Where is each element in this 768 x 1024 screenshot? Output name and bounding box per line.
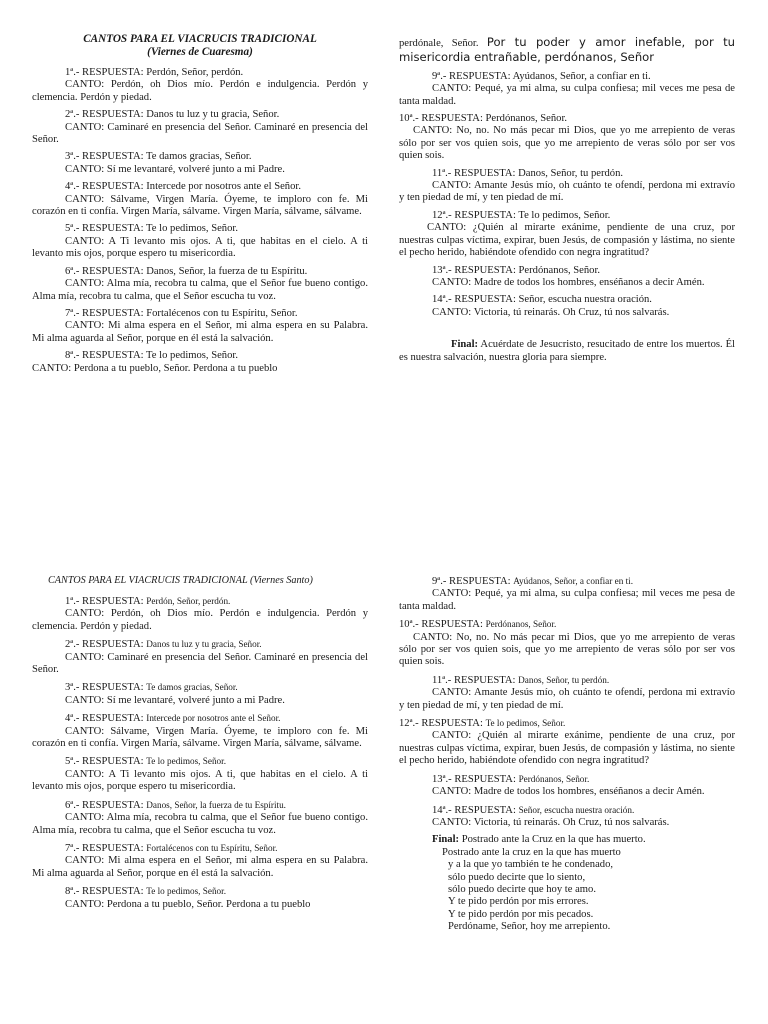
final-label: Final: xyxy=(451,339,479,351)
page1-item-4 xyxy=(32,181,368,218)
canto-text: CANTO: Alma mía, recobra tu calma, que el Señor fue bueno contigo. Alma mía, recobra tu calma, que el Señor escucha tu voz. xyxy=(32,812,368,836)
canto-text: CANTO: No, no. No más pecar mi Dios, que yo me arrepiento de veras sólo por ser vos quien sois, que yo me arrepiento de veras sólo por ser vos quien sois. xyxy=(399,631,735,668)
response-line xyxy=(399,717,735,730)
response-line xyxy=(32,595,368,608)
response-text: Danos, Señor, tu perdón. xyxy=(518,674,610,685)
final-line: Postrado ante la cruz en la que has muerto xyxy=(442,846,621,858)
response-label: 4ª.- RESPUESTA: xyxy=(65,713,144,725)
response-label: 2ª.- RESPUESTA: xyxy=(65,639,144,651)
page1-item-7 xyxy=(32,308,368,345)
final-line: Y te pido perdón por mis errores. xyxy=(448,896,589,908)
response-line xyxy=(32,755,368,768)
final-line: sólo puedo decirte que hoy te amo. xyxy=(448,883,596,895)
canto-text: CANTO: No, no. No más pecar mi Dios, que yo me arrepiento de veras sólo por ser vos quien sois, que yo me arrepiento de veras sólo por ser vos quien sois. xyxy=(399,125,735,162)
final-line: sólo puedo decirte que lo siento, xyxy=(448,871,586,883)
final-line: Perdóname, Señor, hoy me arrepiento. xyxy=(448,921,611,933)
response-label: 10ª.- RESPUESTA: xyxy=(399,619,483,631)
response-label: 1ª.- RESPUESTA: xyxy=(65,596,144,607)
response-line: 6ª.- RESPUESTA: Danos, Señor, la fuerza de tu Espíritu. xyxy=(65,265,308,277)
response-line xyxy=(399,575,735,588)
response-label: 14ª.- RESPUESTA: xyxy=(432,804,516,816)
response-label: 11ª.- RESPUESTA: xyxy=(432,674,516,686)
canto-text: CANTO: ¿Quién al mirarte exánime, pendiente de una cruz, por nuestras culpas víctima, expirar, buen Jesús, de compasión y lástima, no siente el pecho herido, habiéndote ofendido con negra ingratitud? xyxy=(399,730,735,767)
page1-item-3 xyxy=(32,151,368,176)
canto-text: CANTO: Sálvame, Virgen María. Óyeme, te imploro con fe. Mi corazón en ti confía. Virgen María, sálvame. Virgen María, sálvame, sálvame. xyxy=(32,193,368,218)
final-text: Acuérdate de Jesucristo, resucitado de entre los muertos. Él es nuestra salvación, nuestra gloria para siempre. xyxy=(399,339,735,363)
response-label: 7ª.- RESPUESTA: xyxy=(65,842,144,854)
canto-text: CANTO: A Ti levanto mis ojos. A ti, que habitas en el cielo. A ti levanto mis ojos, porque espero tu misericordia. xyxy=(32,768,368,793)
response-text: Danos, Señor, la fuerza de tu Espíritu. xyxy=(146,799,286,810)
page1-item-11 xyxy=(399,168,735,205)
response-line: 2ª.- RESPUESTA: Danos tu luz y tu gracia, Señor. xyxy=(65,109,280,121)
final-line: y a la que yo también te he condenado, xyxy=(448,859,614,871)
page1-item-1 xyxy=(32,67,368,104)
page1-item-14 xyxy=(399,294,735,319)
page1-item-9 xyxy=(399,71,735,108)
response-line xyxy=(32,681,368,694)
response-text: Te lo pedimos, Señor. xyxy=(146,886,227,897)
canto-text: CANTO: ¿Quién al mirarte exánime, pendiente de una cruz, por nuestras culpas víctima, expirar, buen Jesús, de compasión y lástima, no siente el pecho herido, habiéndote ofendido con negra ingratitud? xyxy=(399,222,735,259)
canto-text: CANTO: Pequé, ya mi alma, su culpa confiesa; mil veces me pesa de tanta maldad. xyxy=(399,83,735,107)
response-line xyxy=(399,773,735,786)
page1-item-6 xyxy=(32,266,368,303)
page1-right-column xyxy=(399,35,735,364)
response-text: Te damos gracias, Señor. xyxy=(146,682,238,693)
response-line xyxy=(32,638,368,651)
canto-text: CANTO: Amante Jesús mío, oh cuánto te ofendí, perdona mi extravío y ten piedad de mí, y ten piedad de mí. xyxy=(399,180,735,204)
response-line: 11ª.- RESPUESTA: Danos, Señor, tu perdón. xyxy=(432,167,624,179)
response-line: 12ª.- RESPUESTA: Te lo pedimos, Señor. xyxy=(432,209,611,221)
page2-item-11 xyxy=(399,674,735,712)
response-text: Perdón, Señor, perdón. xyxy=(146,596,231,606)
page2-item-5 xyxy=(32,755,368,793)
page1-item-8 xyxy=(32,350,368,375)
response-text: Perdónanos, Señor. xyxy=(518,773,590,784)
canto-text: CANTO: Perdón, oh Dios mío. Perdón e indulgencia. Perdón y clemencia. Perdón y piedad. xyxy=(32,79,368,103)
response-line: 14ª.- RESPUESTA: Señor, escucha nuestra oración. xyxy=(432,294,652,306)
continuation-refrain: Por tu poder y amor inefable, por tu misericordia entrañable, perdónanos, Señor xyxy=(399,35,736,65)
page1-item-12 xyxy=(399,210,735,260)
canto-text: CANTO: Pequé, ya mi alma, su culpa confiesa; mil veces me pesa de tanta maldad. xyxy=(399,588,735,612)
canto-text: CANTO: Caminaré en presencia del Señor. Caminaré en presencia del Señor. xyxy=(32,121,368,146)
canto-text: CANTO: Sí me levantaré, volveré junto a mi Padre. xyxy=(65,694,285,706)
page2-final xyxy=(399,834,735,933)
page1-item-10 xyxy=(399,113,735,163)
response-line xyxy=(32,885,368,898)
response-text: Ayúdanos, Señor, a confiar en ti. xyxy=(513,576,633,586)
response-line: 9ª.- RESPUESTA: Ayúdanos, Señor, a confiar en ti. xyxy=(432,70,651,82)
canto-text: CANTO: Mi alma espera en el Señor, mi alma espera en su Palabra. Mi alma aguarda al Señor, porque en él está la salvación. xyxy=(32,320,368,344)
response-text: Te lo pedimos, Señor. xyxy=(485,718,566,729)
response-text: Señor, escucha nuestra oración. xyxy=(518,804,635,815)
response-line: 13ª.- RESPUESTA: Perdónanos, Señor. xyxy=(432,264,601,276)
response-label: 3ª.- RESPUESTA: xyxy=(65,682,144,694)
canto-text: CANTO: Alma mía, recobra tu calma, que el Señor fue bueno contigo. Alma mía, recobra tu calma, que el Señor escucha tu voz. xyxy=(32,278,368,302)
canto-text: CANTO: Amante Jesús mío, oh cuánto te ofendí, perdona mi extravío y ten piedad de mí, y ten piedad de mí. xyxy=(399,687,735,711)
page1-item-5 xyxy=(32,223,368,260)
page1-subtitle: (Viernes de Cuaresma) xyxy=(147,46,253,58)
response-label: 8ª.- RESPUESTA: xyxy=(65,886,144,898)
response-line: 10ª.- RESPUESTA: Perdónanos, Señor. xyxy=(399,113,568,125)
page2-item-7 xyxy=(32,842,368,880)
response-line xyxy=(32,712,368,725)
response-text: Intercede por nosotros ante el Señor. xyxy=(146,713,281,724)
canto-text: CANTO: Madre de todos los hombres, enséñanos a decir Amén. xyxy=(432,276,705,288)
canto-text: CANTO: Perdona a tu pueblo, Señor. Perdona a tu pueblo xyxy=(65,898,311,910)
page1-final xyxy=(399,339,735,364)
canto-text: CANTO: Mi alma espera en el Señor, mi alma espera en su Palabra. Mi alma aguarda al Señor, porque en él está la salvación. xyxy=(32,855,368,879)
response-line: 7ª.- RESPUESTA: Fortalécenos con tu Espíritu, Señor. xyxy=(65,307,298,319)
response-text: Fortalécenos con tu Espíritu, Señor. xyxy=(146,842,278,853)
canto-text: CANTO: Victoria, tú reinarás. Oh Cruz, tú nos salvarás. xyxy=(432,306,670,318)
response-line xyxy=(399,804,735,817)
page2-item-3 xyxy=(32,681,368,707)
response-line xyxy=(32,799,368,812)
response-text: Te lo pedimos, Señor. xyxy=(146,756,227,767)
page1-title: CANTOS PARA EL VIACRUCIS TRADICIONAL xyxy=(83,33,317,45)
page2-item-13 xyxy=(399,773,735,799)
page2-item-10 xyxy=(399,618,735,669)
page1-item-2 xyxy=(32,109,368,146)
page2-left-column xyxy=(32,575,368,916)
continuation-text: perdónale, Señor. xyxy=(399,38,479,49)
page2-item-1 xyxy=(32,595,368,633)
page2-item-14 xyxy=(399,804,735,830)
canto-text: CANTO: Caminaré en presencia del Señor. Caminaré en presencia del Señor. xyxy=(32,651,368,676)
page2-right-column xyxy=(399,575,735,934)
canto-text: CANTO: Sálvame, Virgen María. Óyeme, te imploro con fe. Mi corazón en ti confía. Virgen María, sálvame. Virgen María, sálvame, sálvame. xyxy=(32,725,368,750)
response-line xyxy=(32,842,368,855)
response-line xyxy=(399,674,735,687)
page1-left-column xyxy=(32,33,368,380)
canto-text: CANTO: Perdón, oh Dios mío. Perdón e indulgencia. Perdón y clemencia. Perdón y piedad. xyxy=(32,608,368,632)
canto-text: CANTO: Perdona a tu pueblo, Señor. Perdona a tu pueblo xyxy=(32,362,278,374)
response-label: 12ª.- RESPUESTA: xyxy=(399,718,483,730)
response-line: 3ª.- RESPUESTA: Te damos gracias, Señor. xyxy=(65,151,252,163)
page2-item-4 xyxy=(32,712,368,750)
page2-item-2 xyxy=(32,638,368,676)
canto-text: CANTO: Madre de todos los hombres, enséñanos a decir Amén. xyxy=(432,786,705,798)
response-label: 5ª.- RESPUESTA: xyxy=(65,756,144,768)
canto-text: CANTO: A Ti levanto mis ojos. A ti, que habitas en el cielo. A ti levanto mis ojos, porque espero tu misericordia. xyxy=(32,235,368,260)
response-text: Perdónanos, Señor. xyxy=(485,619,557,630)
canto-text: CANTO: Victoria, tú reinarás. Oh Cruz, tú nos salvarás. xyxy=(432,816,670,828)
final-first-line xyxy=(432,834,735,846)
response-label: 9ª.- RESPUESTA: xyxy=(432,576,511,587)
page2-item-9 xyxy=(399,575,735,613)
final-line: Y te pido perdón por mis pecados. xyxy=(448,908,594,920)
page2-item-12 xyxy=(399,717,735,768)
response-line xyxy=(399,618,735,631)
response-line: 5ª.- RESPUESTA: Te lo pedimos, Señor. xyxy=(65,223,238,235)
response-line: 1ª.- RESPUESTA: Perdón, Señor, perdón. xyxy=(65,67,244,78)
response-text: Danos tu luz y tu gracia, Señor. xyxy=(146,639,262,650)
response-label: 13ª.- RESPUESTA: xyxy=(432,773,516,785)
page2-item-8 xyxy=(32,885,368,911)
page1-item-13 xyxy=(399,265,735,290)
response-label: 6ª.- RESPUESTA: xyxy=(65,799,144,811)
canto-text: CANTO: Sí me levantaré, volveré junto a mi Padre. xyxy=(65,163,285,175)
page2-item-6 xyxy=(32,799,368,837)
final-line: Postrado ante la Cruz en la que has muerto. xyxy=(461,834,646,846)
page2-title: CANTOS PARA EL VIACRUCIS TRADICIONAL (Viernes Santo) xyxy=(48,575,313,586)
final-label: Final: xyxy=(432,834,460,846)
response-line: 4ª.- RESPUESTA: Intercede por nosotros ante el Señor. xyxy=(65,181,301,193)
response-line: 8ª.- RESPUESTA: Te lo pedimos, Señor. xyxy=(65,350,238,362)
page1-continuation xyxy=(399,35,735,66)
